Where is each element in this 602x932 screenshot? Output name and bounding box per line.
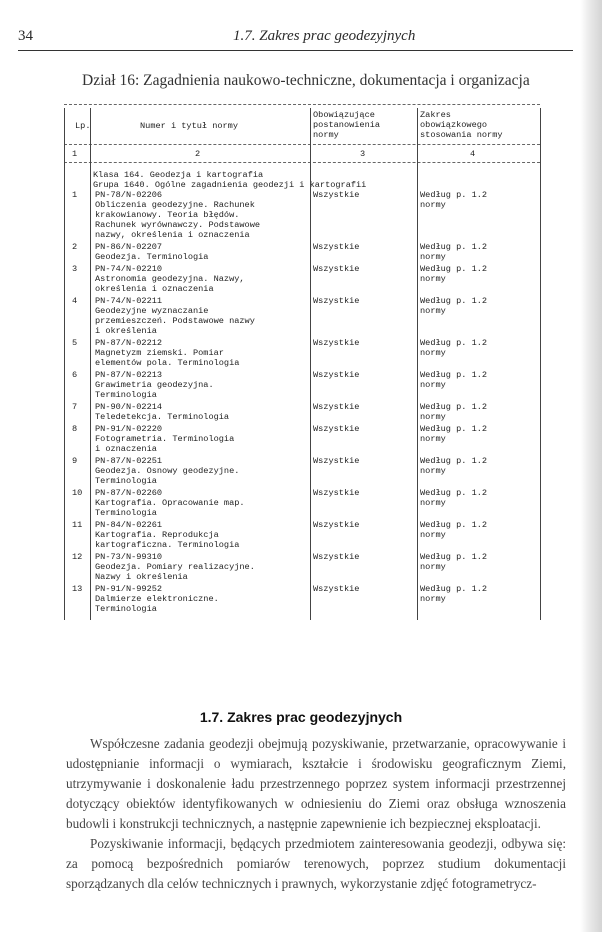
- scope-of-application: normy: [420, 498, 446, 508]
- obligatory-provisions: Wszystkie: [313, 264, 360, 274]
- section-body: [66, 734, 566, 894]
- norm-title: Rachunek wyrównawczy. Podstawowe: [95, 220, 261, 230]
- norm-title: i określenia: [95, 326, 157, 336]
- obligatory-provisions: Wszystkie: [313, 552, 360, 562]
- scope-of-application: normy: [420, 434, 446, 444]
- scope-of-application: Według p. 1.2: [420, 456, 488, 466]
- norm-code: PN-74/N-02210: [95, 264, 163, 274]
- norm-title: Obliczenia geodezyjne. Rachunek: [95, 200, 255, 210]
- norm-code: PN-86/N-02207: [95, 242, 163, 252]
- header-obligatory: normy: [313, 130, 339, 140]
- norm-title: Kartografia. Opracowanie map.: [95, 498, 245, 508]
- table-column-line: [90, 108, 91, 620]
- header-obligatory: postanowienia: [313, 120, 381, 130]
- paragraph: Współczesne zadania geodezji obejmują pozyskiwanie, przetwarzanie, opracowywanie i udostępnianie informacji o wymiarach, kształcie i środowisku geograficznym Ziemi, utrzymywanie i doskonalenie ładu przestrzennego poprzez system informacji przestrzennej dotyczący obiektów identyfikowanych w odniesieniu do Ziemi oraz obsługa wznoszenia budowli i konstrukcji technicznych, a następnie zapewnienie ich bezpiecznej eksploatacji.: [66, 736, 566, 831]
- norm-title: Terminologia: [95, 508, 157, 518]
- column-number: 4: [470, 149, 476, 159]
- obligatory-provisions: Wszystkie: [313, 584, 360, 594]
- norm-title: krakowianowy. Teoria błędów.: [95, 210, 240, 220]
- table-column-line: [540, 108, 541, 620]
- obligatory-provisions: Wszystkie: [313, 488, 360, 498]
- norm-title: Fotogrametria. Terminologia: [95, 434, 235, 444]
- row-number: 12: [72, 552, 83, 562]
- norm-code: PN-78/N-02206: [95, 190, 163, 200]
- table-rule: [64, 144, 540, 145]
- obligatory-provisions: Wszystkie: [313, 190, 360, 200]
- row-number: 3: [72, 264, 78, 274]
- norm-code: PN-73/N-99310: [95, 552, 163, 562]
- obligatory-provisions: Wszystkie: [313, 456, 360, 466]
- column-number: 3: [360, 149, 366, 159]
- scope-of-application: normy: [420, 200, 446, 210]
- norm-code: PN-87/N-02260: [95, 488, 163, 498]
- scope-of-application: Według p. 1.2: [420, 488, 488, 498]
- header-norm-title: Numer i tytuł normy: [140, 121, 238, 131]
- scope-of-application: normy: [420, 412, 446, 422]
- norm-title: Grawimetria geodezyjna.: [95, 380, 214, 390]
- scope-of-application: normy: [420, 530, 446, 540]
- table-caption: Dział 16: Zagadnienia naukowo-techniczne, dokumentacja i organizacja: [82, 72, 530, 89]
- row-number: 9: [72, 456, 78, 466]
- norm-title: nazwy, określenia i oznaczenia: [95, 230, 250, 240]
- header-scope: Zakres: [420, 110, 451, 120]
- row-number: 13: [72, 584, 83, 594]
- row-number: 1: [72, 190, 78, 200]
- table-column-line: [417, 108, 418, 620]
- scope-of-application: Według p. 1.2: [420, 584, 488, 594]
- obligatory-provisions: Wszystkie: [313, 338, 360, 348]
- scope-of-application: Według p. 1.2: [420, 338, 488, 348]
- column-number: 1: [72, 149, 78, 159]
- column-number: 2: [195, 149, 201, 159]
- norm-code: PN-91/N-99252: [95, 584, 163, 594]
- header-scope: obowiązkowego: [420, 120, 488, 130]
- norm-title: Terminologia: [95, 390, 157, 400]
- norm-title: Teledetekcja. Terminologia: [95, 412, 230, 422]
- row-number: 7: [72, 402, 78, 412]
- norm-title: określenia i oznaczenia: [95, 284, 214, 294]
- norm-title: Nazwy i określenia: [95, 572, 188, 582]
- obligatory-provisions: Wszystkie: [313, 402, 360, 412]
- table-column-line: [310, 108, 311, 620]
- norm-title: Dalmierze elektroniczne.: [95, 594, 219, 604]
- row-number: 10: [72, 488, 83, 498]
- norm-title: Terminologia: [95, 604, 157, 614]
- scope-of-application: normy: [420, 306, 446, 316]
- scope-of-application: normy: [420, 380, 446, 390]
- page-edge-shadow: [580, 0, 602, 932]
- header-scope: stosowania normy: [420, 130, 503, 140]
- obligatory-provisions: Wszystkie: [313, 370, 360, 380]
- obligatory-provisions: Wszystkie: [313, 242, 360, 252]
- scope-of-application: Według p. 1.2: [420, 190, 488, 200]
- row-number: 11: [72, 520, 83, 530]
- norm-title: przemieszczeń. Podstawowe nazwy: [95, 316, 255, 326]
- page-number: 34: [18, 28, 33, 44]
- row-number: 8: [72, 424, 78, 434]
- norm-title: Geodezja. Osnowy geodezyjne.: [95, 466, 240, 476]
- norm-title: Geodezja. Pomiary realizacyjne.: [95, 562, 255, 572]
- scope-of-application: normy: [420, 274, 446, 284]
- row-number: 6: [72, 370, 78, 380]
- scope-of-application: normy: [420, 594, 446, 604]
- section-title: 1.7. Zakres prac geodezyjnych: [199, 709, 403, 725]
- page-header: [18, 26, 573, 51]
- norm-title: i oznaczenia: [95, 444, 157, 454]
- scope-of-application: Według p. 1.2: [420, 264, 488, 274]
- norm-code: PN-87/N-02251: [95, 456, 163, 466]
- norm-code: PN-84/N-02261: [95, 520, 163, 530]
- obligatory-provisions: Wszystkie: [313, 296, 360, 306]
- table-rule: [64, 162, 540, 163]
- header-obligatory: Obowiązujące: [313, 110, 375, 120]
- row-number: 5: [72, 338, 78, 348]
- scope-of-application: Według p. 1.2: [420, 296, 488, 306]
- norm-code: PN-87/N-02213: [95, 370, 163, 380]
- header-lp: Lp.: [75, 121, 91, 131]
- obligatory-provisions: Wszystkie: [313, 520, 360, 530]
- norm-title: Magnetyzm ziemski. Pomiar: [95, 348, 224, 358]
- group-subgroup: Grupa 1640. Ogólne zagadnienia geodezji i kartografii: [93, 180, 367, 190]
- norm-code: PN-74/N-02211: [95, 296, 163, 306]
- scope-of-application: Według p. 1.2: [420, 242, 488, 252]
- norm-title: kartograficzna. Terminologia: [95, 540, 240, 550]
- paragraph: Pozyskiwanie informacji, będących przedmiotem zainteresowania geodezji, odbywa się: za pomocą bezpośrednich pomiarów terenowych, poprzez studium dokumentacji sporządzanych dla celów technicznych i prawnych, wykorzystanie zdjęć fotogrametrycz-: [66, 836, 566, 891]
- running-title: 1.7. Zakres prac geodezyjnych: [233, 28, 416, 44]
- norm-title: Kartografia. Reprodukcja: [95, 530, 219, 540]
- group-class: Klasa 164. Geodezja i kartografia: [93, 170, 264, 180]
- norm-code: PN-90/N-02214: [95, 402, 163, 412]
- table-column-line: [64, 108, 65, 620]
- norm-code: PN-91/N-02220: [95, 424, 163, 434]
- norm-title: elementów pola. Terminologia: [95, 358, 240, 368]
- obligatory-provisions: Wszystkie: [313, 424, 360, 434]
- row-number: 2: [72, 242, 78, 252]
- scope-of-application: Według p. 1.2: [420, 520, 488, 530]
- norm-title: Terminologia: [95, 476, 157, 486]
- scope-of-application: normy: [420, 562, 446, 572]
- row-number: 4: [72, 296, 78, 306]
- scope-of-application: Według p. 1.2: [420, 424, 488, 434]
- scope-of-application: Według p. 1.2: [420, 552, 488, 562]
- norm-title: Geodezja. Terminologia: [95, 252, 209, 262]
- norm-title: Geodezyjne wyznaczanie: [95, 306, 209, 316]
- scope-of-application: normy: [420, 466, 446, 476]
- scope-of-application: Według p. 1.2: [420, 370, 488, 380]
- scope-of-application: normy: [420, 252, 446, 262]
- table-rule: [64, 104, 540, 105]
- scope-of-application: Według p. 1.2: [420, 402, 488, 412]
- scope-of-application: normy: [420, 348, 446, 358]
- norm-code: PN-87/N-02212: [95, 338, 163, 348]
- norm-title: Astronomia geodezyjna. Nazwy,: [95, 274, 245, 284]
